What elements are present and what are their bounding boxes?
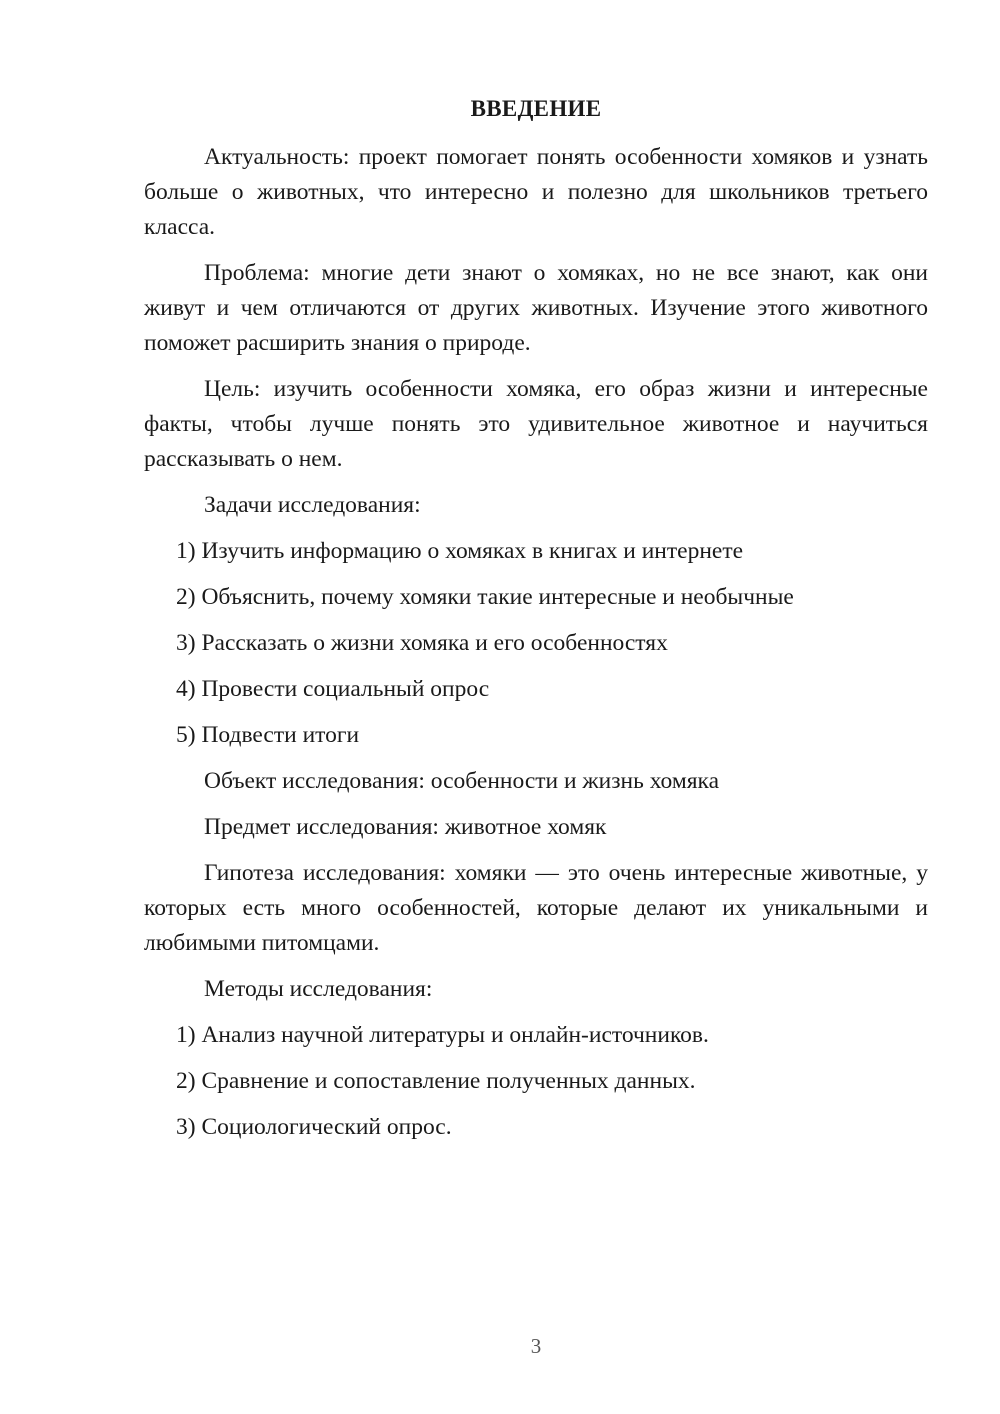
method-item: 3) Социологический опрос. bbox=[176, 1114, 452, 1140]
task-item: 3) Рассказать о жизни хомяка и его особенностях bbox=[176, 630, 668, 656]
tasks-title: Задачи исследования: bbox=[204, 492, 421, 518]
page-number: 3 bbox=[530, 1334, 542, 1358]
problem-paragraph: Проблема: многие дети знают о хомяках, но не все знают, как они живут и чем отличаются от других животных. Изучение этого животного поможет расширить знания о природе. bbox=[144, 260, 928, 356]
task-item: 4) Провести социальный опрос bbox=[176, 676, 490, 702]
method-item: 2) Сравнение и сопоставление полученных данных. bbox=[176, 1068, 696, 1094]
relevance-paragraph: Актуальность: проект помогает понять особенности хомяков и узнать больше о животных, что интересно и полезно для школьников третьего класса. bbox=[144, 144, 928, 240]
task-item: 1) Изучить информацию о хомяках в книгах и интернете bbox=[176, 538, 744, 564]
method-item: 1) Анализ научной литературы и онлайн-источников. bbox=[176, 1022, 709, 1048]
research-object: Объект исследования: особенности и жизнь хомяка bbox=[204, 768, 720, 794]
task-item: 2) Объяснить, почему хомяки такие интересные и необычные bbox=[176, 584, 794, 610]
hypothesis-paragraph: Гипотеза исследования: хомяки — это очень интересные животные, у которых есть много особенностей, которые делают их уникальными и любимыми питомцами. bbox=[144, 860, 928, 956]
methods-title: Методы исследования: bbox=[204, 976, 433, 1002]
task-item: 5) Подвести итоги bbox=[176, 722, 360, 748]
research-subject: Предмет исследования: животное хомяк bbox=[204, 814, 607, 840]
goal-paragraph: Цель: изучить особенности хомяка, его образ жизни и интересные факты, чтобы лучше понять это удивительное животное и научиться рассказывать о нем. bbox=[144, 376, 928, 472]
page-content bbox=[144, 140, 928, 1156]
section-heading: ВВЕДЕНИЕ bbox=[470, 96, 602, 121]
